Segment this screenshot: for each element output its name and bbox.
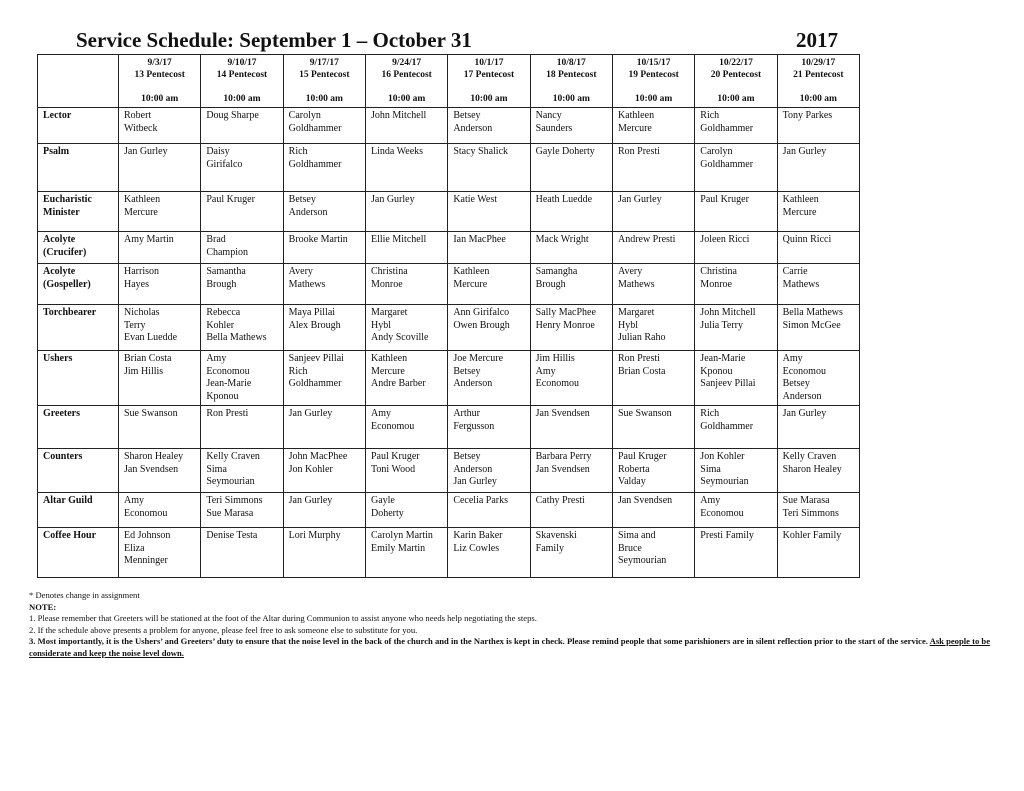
column-time: 10:00 am [470,94,508,104]
assignment-cell: Heath Luedde [530,192,612,232]
assignment-cell: Christina Monroe [695,264,777,305]
assignment-cell: Amy Economou [695,493,777,528]
table-row [38,232,860,264]
assignment-cell: Avery Mathews [612,264,694,305]
assignment-cell: Jean-Marie Kponou Sanjeev Pillai [695,351,777,406]
assignment-cell: Jan Gurley [283,493,365,528]
assignment-cell: Samantha Brough [201,264,283,305]
role-label: Altar Guild [38,493,119,528]
assignment-cell: Sharon Healey Jan Svendsen [119,449,201,493]
column-date: 10/29/17 [801,58,836,68]
assignment-cell: Christina Monroe [365,264,447,305]
assignment-cell: Nicholas Terry Evan Luedde [119,305,201,351]
column-time: 10:00 am [552,94,590,104]
date-column-header [612,55,694,108]
assignment-cell: Ellie Mitchell [365,232,447,264]
assignment-cell: Barbara Perry Jan Svendsen [530,449,612,493]
assignment-cell: Amy Economou [119,493,201,528]
table-row [38,528,860,578]
column-time: 10:00 am [717,94,755,104]
role-label: Acolyte (Crucifer) [38,232,119,264]
assignment-cell: Mack Wright [530,232,612,264]
assignment-cell: Rich Goldhammer [695,406,777,449]
assignment-cell: Avery Mathews [283,264,365,305]
role-label: Psalm [38,144,119,192]
assignment-cell: Jon Kohler Sima Seymourian [695,449,777,493]
date-column-header [777,55,859,108]
notes-heading: NOTE: [29,601,57,612]
assignment-cell: Presti Family [695,528,777,578]
table-row [38,305,860,351]
column-date: 10/1/17 [474,58,504,68]
assignment-cell: Maya Pillai Alex Brough [283,305,365,351]
assignment-cell: Betsey Anderson [448,108,530,144]
assignment-cell: Ron Presti [201,406,283,449]
assignment-cell: Teri Simmons Sue Marasa [201,493,283,528]
note-2: 2. If the schedule above presents a problem for anyone, please feel free to ask someone else to substitute for you. [29,624,418,635]
assignment-cell: Jan Svendsen [612,493,694,528]
table-body [38,108,860,578]
assignment-cell: John MacPhee Jon Kohler [283,449,365,493]
assignment-cell: Cathy Presti [530,493,612,528]
assignment-cell: Andrew Presti [612,232,694,264]
assignment-cell: Daisy Girifalco [201,144,283,192]
assignment-cell: Denise Testa [201,528,283,578]
role-header-blank [38,55,119,108]
role-label: Greeters [38,406,119,449]
assignment-cell: Amy Economou [365,406,447,449]
assignment-cell: Kelly Craven Sima Seymourian [201,449,283,493]
role-label: Acolyte (Gospeller) [38,264,119,305]
assignment-cell: Kathleen Mercure [448,264,530,305]
table-row [38,264,860,305]
assignment-cell: Robert Witbeck [119,108,201,144]
table-row [38,493,860,528]
note-3-underlined: Ask people to be considerate and keep the noise level down. [29,636,991,658]
assignment-cell: Rebecca Kohler Bella Mathews [201,305,283,351]
table-header-row [38,55,860,108]
notes-section [29,590,999,659]
assignment-cell: Paul Kruger [695,192,777,232]
assignment-cell: Carolyn Goldhammer [283,108,365,144]
column-time: 10:00 am [141,94,179,104]
page-title: Service Schedule: September 1 – October 31 [76,28,472,52]
column-time: 10:00 am [223,94,261,104]
column-date: 10/15/17 [636,58,671,68]
role-label: Counters [38,449,119,493]
assignment-cell: Rich Goldhammer [283,144,365,192]
column-date: 10/8/17 [556,58,586,68]
table-row [38,406,860,449]
note-3 [29,636,999,659]
assignment-cell: Carolyn Martin Emily Martin [365,528,447,578]
assignment-cell: Kathleen Mercure [119,192,201,232]
assignment-cell: Brooke Martin [283,232,365,264]
assignment-cell: Sue Swanson [119,406,201,449]
assignment-cell: Betsey Anderson [283,192,365,232]
column-time: 10:00 am [388,94,426,104]
column-time: 10:00 am [305,94,343,104]
assignment-cell: Sanjeev Pillai Rich Goldhammer [283,351,365,406]
assignment-cell: Linda Weeks [365,144,447,192]
assignment-cell: Doug Sharpe [201,108,283,144]
service-schedule-table [37,54,860,578]
note-1: 1. Please remember that Greeters will be stationed at the foot of the Altar during Communion to assist anyone who needs help negotiating the steps. [29,613,537,623]
column-sunday: 21 Pentecost [793,70,844,80]
table-row [38,449,860,493]
assignment-cell: Jim Hillis Amy Economou [530,351,612,406]
column-sunday: 15 Pentecost [299,70,350,80]
assignment-cell: Tony Parkes [777,108,859,144]
role-label: Coffee Hour [38,528,119,578]
assignment-cell: Carolyn Goldhammer [695,144,777,192]
assignment-cell: Brian Costa Jim Hillis [119,351,201,406]
assignment-cell: Paul Kruger [201,192,283,232]
date-column-header [448,55,530,108]
assignment-cell: Betsey Anderson Jan Gurley [448,449,530,493]
column-date: 9/17/17 [309,58,339,68]
date-column-header [119,55,201,108]
assignment-cell: John Mitchell [365,108,447,144]
column-sunday: 14 Pentecost [216,70,268,80]
assignment-cell: Samangha Brough [530,264,612,305]
table-row [38,144,860,192]
assignment-cell: Rich Goldhammer [695,108,777,144]
assignment-cell: Ed Johnson Eliza Menninger [119,528,201,578]
assignment-cell: Skavenski Family [530,528,612,578]
role-label: Lector [38,108,119,144]
date-column-header [283,55,365,108]
assignment-cell: Amy Economou Betsey Anderson [777,351,859,406]
assignment-cell: Stacy Shalick [448,144,530,192]
table-row [38,192,860,232]
table-row [38,108,860,144]
assignment-cell: Paul Kruger Toni Wood [365,449,447,493]
column-sunday: 20 Pentecost [710,70,762,80]
assignment-cell: Sally MacPhee Henry Monroe [530,305,612,351]
assignment-cell: Ron Presti [612,144,694,192]
assignment-cell: Brad Champion [201,232,283,264]
assignment-cell: Kelly Craven Sharon Healey [777,449,859,493]
assignment-cell: Jan Svendsen [530,406,612,449]
assignment-cell: Gayle Doherty [365,493,447,528]
role-label: Torchbearer [38,305,119,351]
column-time: 10:00 am [635,94,673,104]
assignment-cell: Carrie Mathews [777,264,859,305]
assignment-cell: Kathleen Mercure [612,108,694,144]
date-column-header [695,55,777,108]
assignment-cell: Margaret Hybl Andy Scoville [365,305,447,351]
note-3-text: 3. Most importantly, it is the Ushers’ and Greeters’ duty to ensure that the noise level in the back of the church and in the Narthex is kept in check. Please remind people that some parishioners are in silent reflection prior to the start of the service. [29,636,928,646]
assignment-cell: Ann Girifalco Owen Brough [448,305,530,351]
assignment-cell: Jan Gurley [365,192,447,232]
column-sunday: 13 Pentecost [134,70,185,80]
assignment-cell: Sima and Bruce Seymourian [612,528,694,578]
assignment-cell: Margaret Hybl Julian Raho [612,305,694,351]
column-date: 9/24/17 [392,58,422,68]
table-row [38,351,860,406]
assignment-cell: Amy Martin [119,232,201,264]
date-column-header [365,55,447,108]
assignment-cell: Karin Baker Liz Cowles [448,528,530,578]
assignment-cell: Ron Presti Brian Costa [612,351,694,406]
assignment-cell: Bella Mathews Simon McGee [777,305,859,351]
page-year: 2017 [796,28,838,52]
assignment-cell: Ian MacPhee [448,232,530,264]
assignment-cell: Lori Murphy [283,528,365,578]
column-sunday: 18 Pentecost [546,70,597,80]
assignment-cell: Arthur Fergusson [448,406,530,449]
assignment-cell: Harrison Hayes [119,264,201,305]
assignment-cell: Katie West [448,192,530,232]
assignment-cell: Sue Swanson [612,406,694,449]
assignment-cell: Joe Mercure Betsey Anderson [448,351,530,406]
assignment-cell: Sue Marasa Teri Simmons [777,493,859,528]
assignment-cell: Jan Gurley [777,406,859,449]
date-column-header [201,55,283,108]
role-label: Ushers [38,351,119,406]
assignment-cell: Nancy Saunders [530,108,612,144]
role-label: Eucharistic Minister [38,192,119,232]
assignment-cell: Kohler Family [777,528,859,578]
assignment-cell: Gayle Doherty [530,144,612,192]
assignment-cell: Jan Gurley [119,144,201,192]
assignment-cell: Amy Economou Jean-Marie Kponou [201,351,283,406]
assignment-cell: Cecelia Parks [448,493,530,528]
assignment-cell: Kathleen Mercure Andre Barber [365,351,447,406]
assignment-cell: Jan Gurley [777,144,859,192]
assignment-cell: Jan Gurley [612,192,694,232]
assignment-cell: Kathleen Mercure [777,192,859,232]
column-date: 9/10/17 [227,58,257,68]
column-sunday: 19 Pentecost [628,70,679,80]
date-column-header [530,55,612,108]
assignment-cell: Jan Gurley [283,406,365,449]
asterisk-note: * Denotes change in assignment [29,590,140,600]
assignment-cell: Quinn Ricci [777,232,859,264]
column-date: 10/22/17 [719,58,753,68]
assignment-cell: Joleen Ricci [695,232,777,264]
column-sunday: 17 Pentecost [463,70,515,80]
assignment-cell: Paul Kruger Roberta Valday [612,449,694,493]
column-sunday: 16 Pentecost [381,70,432,80]
assignment-cell: John Mitchell Julia Terry [695,305,777,351]
page-header [76,28,838,54]
column-time: 10:00 am [799,94,837,104]
column-date: 9/3/17 [147,58,172,68]
